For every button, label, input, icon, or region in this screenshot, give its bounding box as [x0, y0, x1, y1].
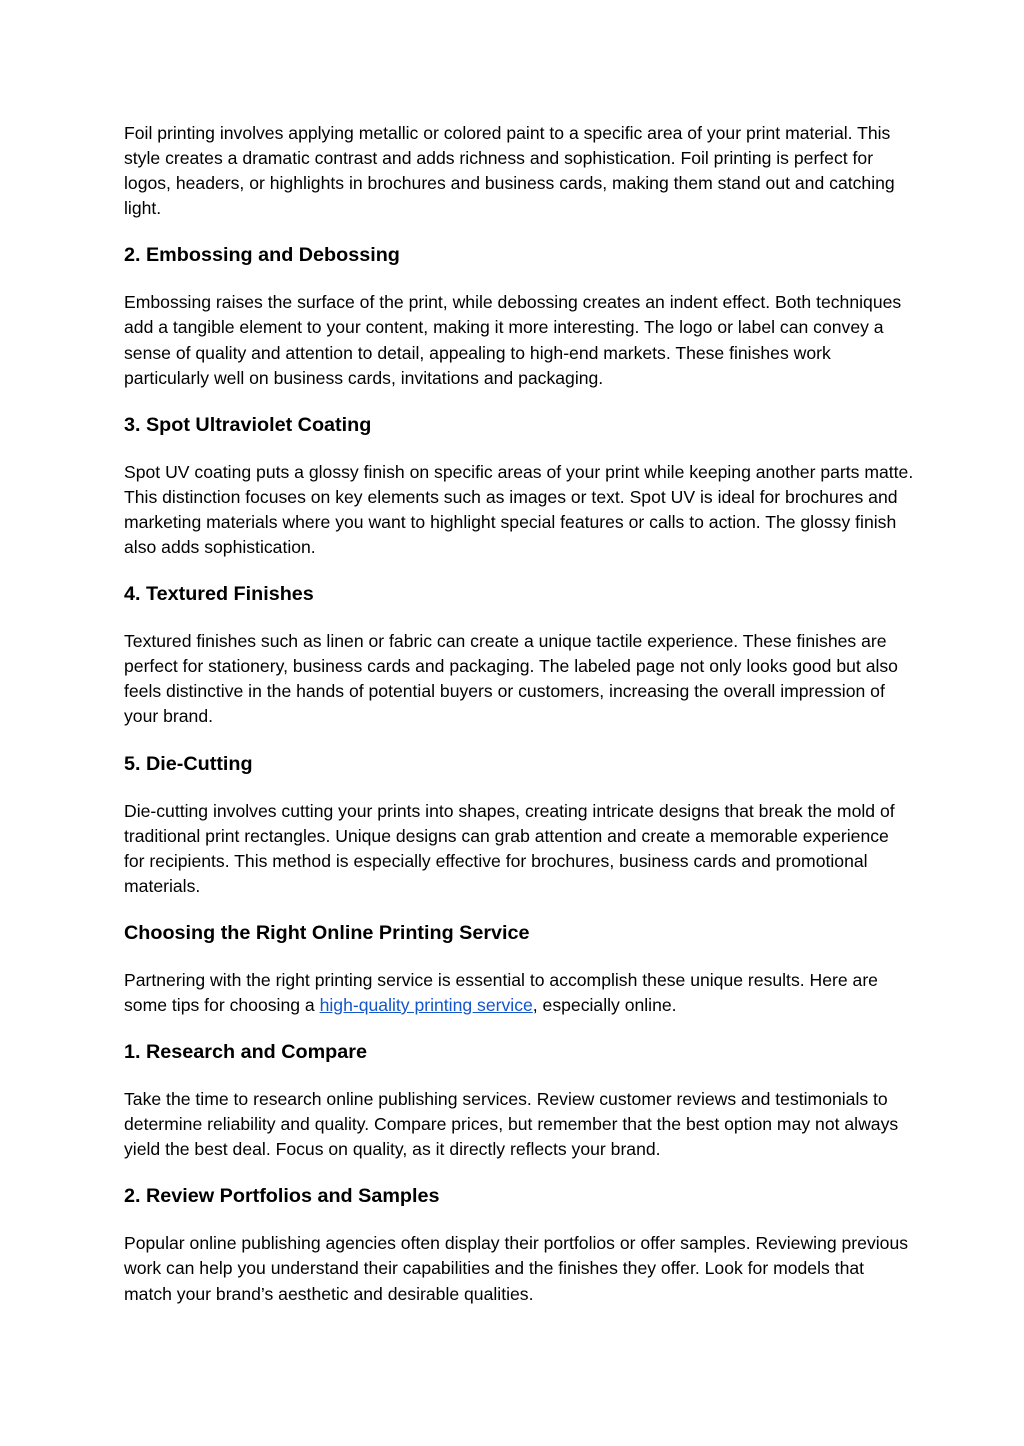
section-heading-spot-uv: 3. Spot Ultraviolet Coating — [124, 413, 372, 436]
intro-paragraph: Foil printing involves applying metallic or colored paint to a specific area of your print material. This style creates a dramatic contrast and adds richness and sophistication. Foil printing is perfect for logos, headers, or highlights in brochures and business cards, making them stand out and catching light. — [124, 123, 895, 219]
section-paragraph-die-cutting: Die-cutting involves cutting your prints into shapes, creating intricate designs that break the mold of traditional print rectangles. Unique designs can grab attention and create a memorable experience for recipients. This method is especially effective for brochures, business cards and promotional materials. — [124, 800, 895, 896]
section-heading-die-cutting: 5. Die-Cutting — [124, 752, 253, 775]
section-paragraph-spot-uv: Spot UV coating puts a glossy finish on specific areas of your print while keeping another parts matte. This distinction focuses on key elements such as images or text. Spot UV is ideal for brochures and marketing materials where you want to highlight special features or calls to action. The glossy finish also adds sophistication. — [124, 461, 914, 558]
choosing-text-before-link: Partnering with the right printing service is essential to accomplish these unique results. Here are some tips for choosing a — [124, 969, 878, 1015]
tip-paragraph-portfolios: Popular online publishing agencies often display their portfolios or offer samples. Reviewing previous work can help you understand their capabilities and the finishes they offer. Look for models that match your brand’s aesthetic and desirable qualities. — [124, 1233, 909, 1304]
choosing-service-paragraph — [124, 968, 914, 1018]
section-paragraph-textured: Textured finishes such as linen or fabric can create a unique tactile experience. These finishes are perfect for stationery, business cards and packaging. The labeled page not only looks good but also feels distinctive in the hands of potential buyers or customers, increasing the overall impression of your brand. — [124, 631, 898, 727]
document-page — [124, 121, 914, 1329]
section-paragraph-embossing: Embossing raises the surface of the print, while debossing creates an indent effect. Both techniques add a tangible element to your content, making it more interesting. The logo or label can convey a sense of quality and attention to detail, appealing to high-end markets. These finishes work particularly well on business cards, invitations and packaging. — [124, 292, 902, 388]
choosing-service-heading: Choosing the Right Online Printing Service — [124, 921, 530, 944]
tip-paragraph-research: Take the time to research online publishing services. Review customer reviews and testimonials to determine reliability and quality. Compare prices, but remember that the best option may not always yield the best deal. Focus on quality, as it directly reflects your brand. — [124, 1089, 899, 1160]
tip-heading-research: 1. Research and Compare — [124, 1041, 367, 1064]
section-heading-textured: 4. Textured Finishes — [124, 583, 314, 606]
tip-heading-portfolios: 2. Review Portfolios and Samples — [124, 1185, 440, 1208]
section-heading-embossing: 2. Embossing and Debossing — [124, 244, 400, 267]
high-quality-printing-service-link[interactable]: high-quality printing service — [319, 994, 533, 1015]
choosing-text-after-link: , especially online. — [532, 994, 677, 1015]
